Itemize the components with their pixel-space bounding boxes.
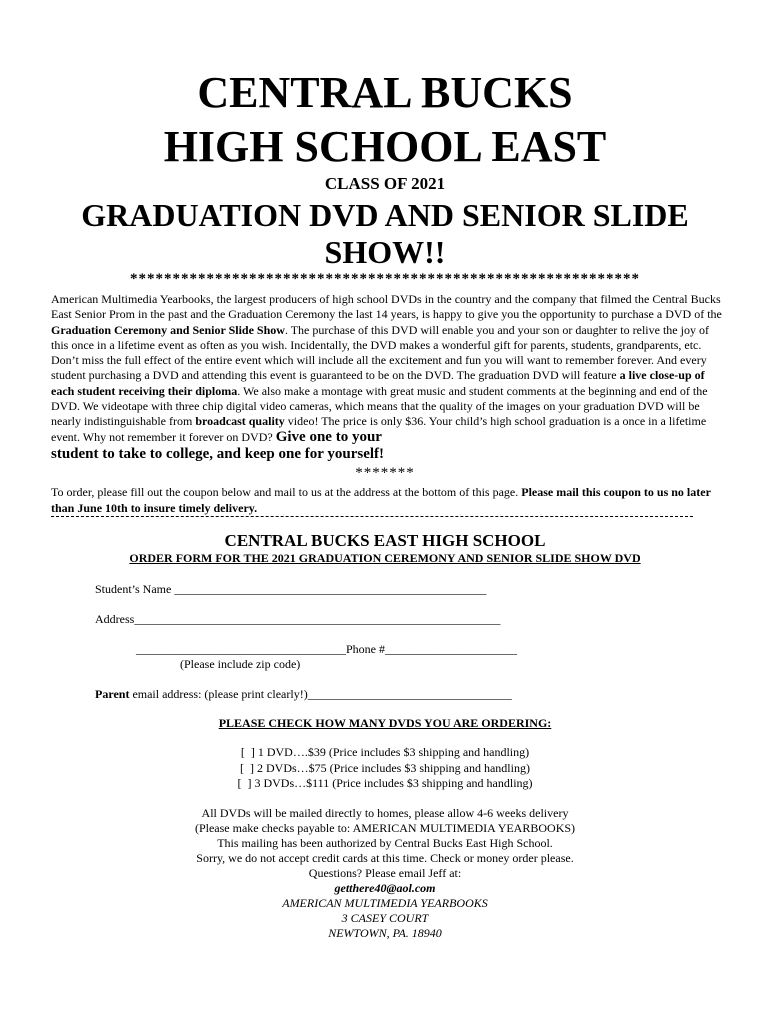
parent-email-label: email address: (please print clearly!)__________________________________ <box>129 687 512 701</box>
intro-emphasis-2: student to take to college, and keep one for yourself! <box>51 445 385 462</box>
company-city: NEWTOWN, PA. 18940 <box>328 926 442 940</box>
option-1-dvd[interactable]: [ ] 1 DVD….$39 (Price includes $3 shipping and handling) <box>240 745 530 759</box>
order-form-title: ORDER FORM FOR THE 2021 GRADUATION CEREMONY AND SENIOR SLIDE SHOW DVD <box>129 551 641 565</box>
dvd-quantity-heading: PLEASE CHECK HOW MANY DVDS YOU ARE ORDERING: <box>218 716 552 730</box>
payment-note: Sorry, we do not accept credit cards at this time. Check or money order please. <box>196 851 574 865</box>
intro-paragraph <box>51 292 723 462</box>
intro-text-1: American Multimedia Yearbooks, the largest producers of high school DVDs in the country and the company that filmed the Central Bucks East Senior Prom in the past and the Graduation Ceremony the last 14 years, is happy to give you the opportunity to purchase a DVD of the <box>51 292 722 322</box>
school-title-line2: HIGH SCHOOL EAST <box>163 122 607 171</box>
student-name-field[interactable]: Student’s Name ____________________________________________________ <box>95 582 487 596</box>
intro-bold-1: Graduation Ceremony and Senior Slide Show <box>51 322 285 337</box>
option-2-dvds[interactable]: [ ] 2 DVDs…$75 (Price includes $3 shipping and handling) <box>240 761 530 775</box>
contact-email[interactable]: getthere40@aol.com <box>334 881 436 895</box>
school-title-line1: CENTRAL BUCKS <box>197 68 573 117</box>
dvd-title-line1: GRADUATION DVD AND SENIOR SLIDE <box>81 197 689 233</box>
phone-field[interactable]: ___________________________________Phone #______________________ <box>136 642 517 656</box>
company-name: AMERICAN MULTIMEDIA YEARBOOKS <box>282 896 488 910</box>
parent-label: Parent <box>95 687 130 701</box>
payable-note: (Please make checks payable to: AMERICAN MULTIMEDIA YEARBOOKS) <box>194 821 576 835</box>
delivery-note: All DVDs will be mailed directly to homes, please allow 4-6 weeks delivery <box>201 806 569 820</box>
intro-text-2: . The purchase of this DVD will enable you and your son or daughter to relive the joy of this once in a lifetime event as often as you wish. Incidentally, the DVD makes a wonderful gift for parents, students, grandparents, etc. Don’t miss the full effect of the entire event which will include all the excitement and fun you will want to remember forever. And every student purchasing a DVD and attending this event is guaranteed to be on the DVD. The graduation DVD will feature <box>51 322 709 383</box>
zip-code-note: (Please include zip code) <box>180 657 301 671</box>
authorization-note: This mailing has been authorized by Central Bucks East High School. <box>217 836 553 850</box>
form-school-heading: CENTRAL BUCKS EAST HIGH SCHOOL <box>224 531 546 550</box>
company-street: 3 CASEY COURT <box>341 911 429 925</box>
order-instructions-deadline: Please mail this coupon to us no later than June 10th to insure timely delivery. <box>51 485 711 515</box>
option-3-dvds[interactable]: [ ] 3 DVDs…$111 (Price includes $3 shipping and handling) <box>237 776 533 790</box>
address-field[interactable]: Address_____________________________________________________________ <box>95 612 501 626</box>
intro-bold-2: a live close-up of each student receiving their diploma <box>51 368 705 398</box>
intro-text-4: video! The price is only $36. Your child’s high school graduation is a once in a lifetime event. Why not remember it forever on DVD? <box>51 414 707 444</box>
intro-emphasis-1: Give one to your <box>275 428 382 445</box>
intro-text-3: . We also make a montage with great music and student comments at the beginning and end of the DVD. We videotape with three chip digital video cameras, which means that the quality of the images on your graduation DVD will be nearly indistinguishable from <box>51 383 708 429</box>
intro-bold-3: broadcast quality <box>195 414 285 429</box>
parent-email-field[interactable] <box>95 687 512 702</box>
star-divider: ************************************************************ <box>130 271 640 287</box>
questions-note: Questions? Please email Jeff at: <box>308 866 462 880</box>
coupon-cut-line <box>51 516 693 517</box>
order-instructions-text: To order, please fill out the coupon below and mail to us at the address at the bottom of this page. <box>51 485 522 499</box>
class-of-heading: CLASS OF 2021 <box>324 174 446 193</box>
dvd-title-line2: SHOW!! <box>324 234 446 270</box>
small-star-divider: ******* <box>355 465 415 481</box>
order-instructions <box>51 485 723 516</box>
